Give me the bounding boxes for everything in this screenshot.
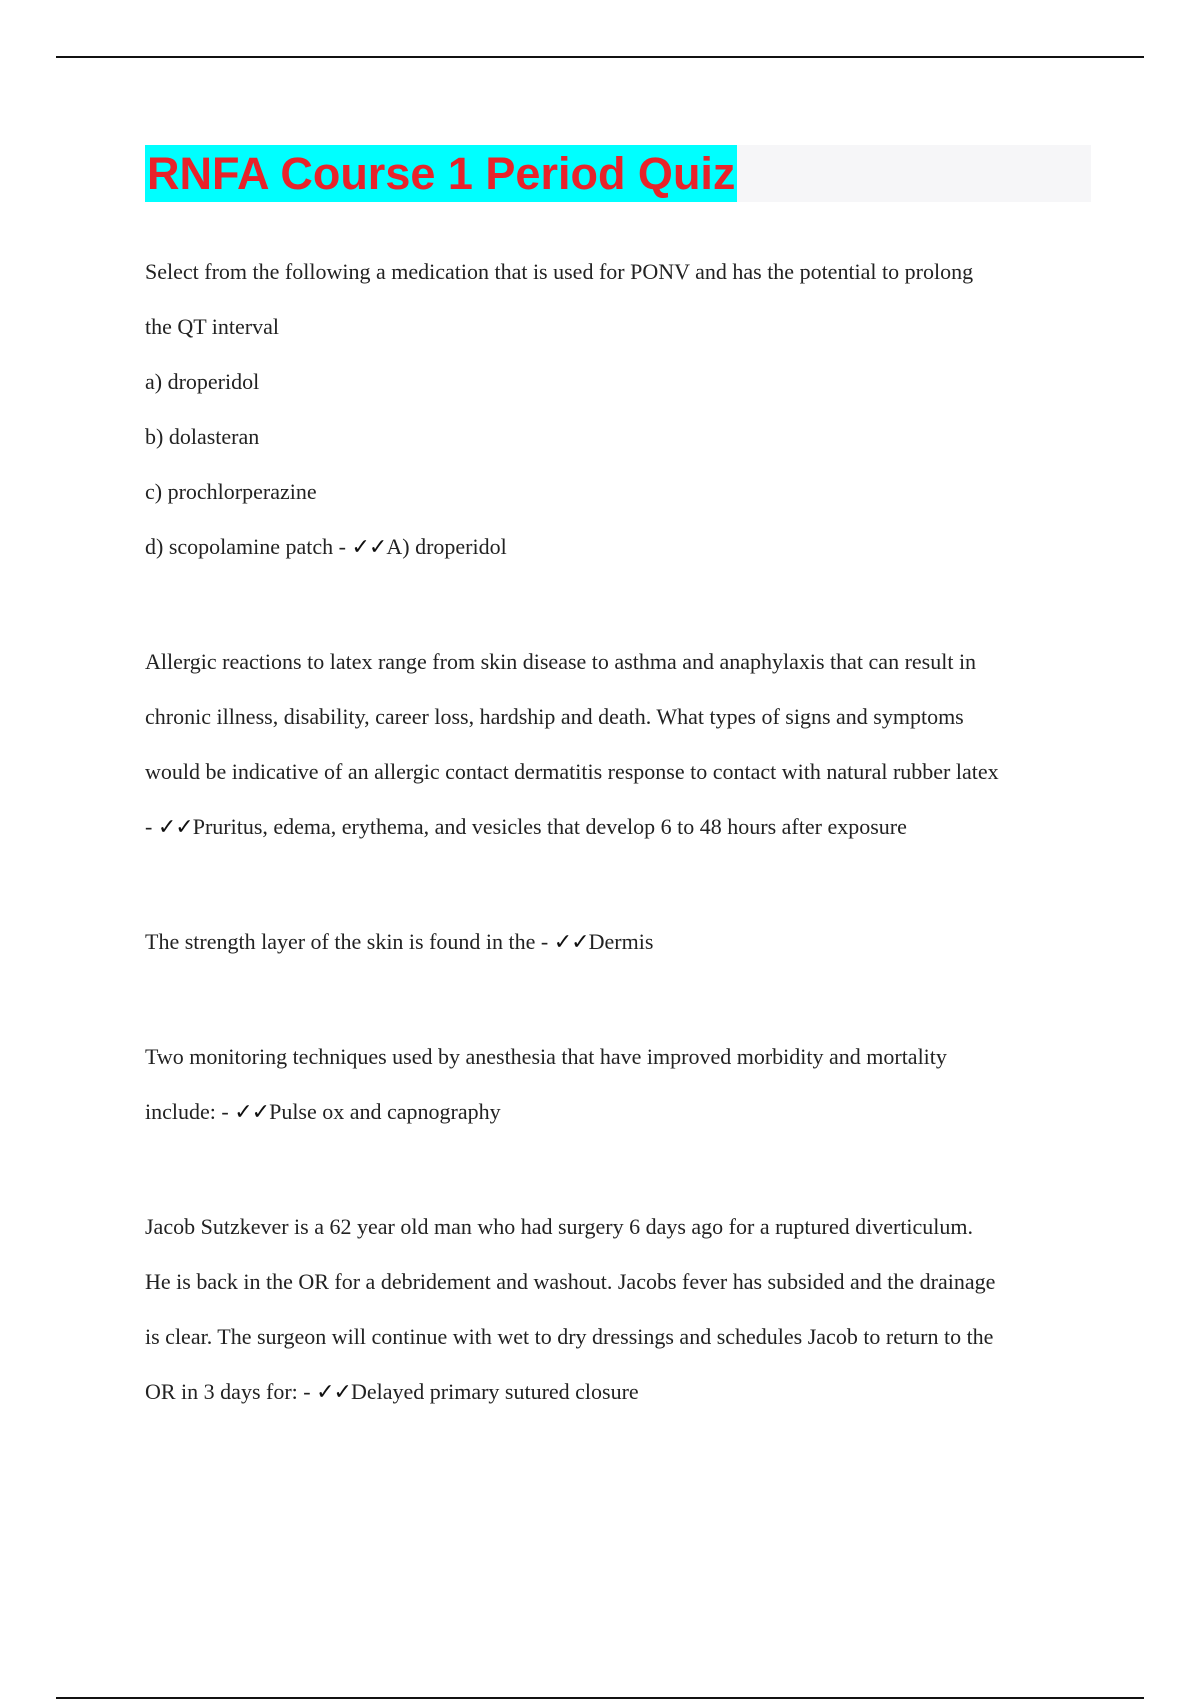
question-2-line-3: would be indicative of an allergic contact dermatitis response to contact with natural rubber latex xyxy=(145,759,999,784)
question-3-answer-line xyxy=(145,920,1090,975)
question-2-answer-lead: - xyxy=(145,814,158,839)
question-1-answer-line xyxy=(145,525,1090,580)
question-5-answer-lead: OR in 3 days for: - xyxy=(145,1379,317,1404)
question-1-line-2: the QT interval xyxy=(145,314,279,339)
question-4 xyxy=(145,1035,1090,1145)
question-5-line-1: Jacob Sutzkever is a 62 year old man who had surgery 6 days ago for a ruptured diverticulum. xyxy=(145,1214,974,1239)
question-4-answer: Pulse ox and capnography xyxy=(269,1099,501,1124)
question-1-line-1: Select from the following a medication that is used for PONV and has the potential to prolong xyxy=(145,259,974,284)
double-check-icon: ✓✓ xyxy=(234,1100,270,1125)
question-2-answer: Pruritus, edema, erythema, and vesicles that develop 6 to 48 hours after exposure xyxy=(192,814,907,839)
question-5-line-3: is clear. The surgeon will continue with wet to dry dressings and schedules Jacob to return to the xyxy=(145,1324,994,1349)
question-2-answer-line xyxy=(145,805,1090,860)
double-check-icon: ✓✓ xyxy=(351,535,387,560)
question-5-answer-line xyxy=(145,1370,1090,1425)
question-3-text: The strength layer of the skin is found in the - xyxy=(145,929,554,954)
question-5 xyxy=(145,1205,1090,1425)
question-1-answer: A) droperidol xyxy=(386,534,507,559)
question-2 xyxy=(145,640,1090,860)
question-4-answer-lead: include: - xyxy=(145,1099,235,1124)
question-4-line-1: Two monitoring techniques used by anesthesia that have improved morbidity and mortality xyxy=(145,1044,947,1069)
double-check-icon: ✓✓ xyxy=(553,930,589,955)
question-1 xyxy=(145,250,1090,580)
question-1-option-a: a) droperidol xyxy=(145,369,260,394)
question-5-answer: Delayed primary sutured closure xyxy=(350,1379,639,1404)
question-2-line-2: chronic illness, disability, career loss, hardship and death. What types of signs and symptoms xyxy=(145,704,964,729)
page-title: RNFA Course 1 Period Quiz xyxy=(145,145,737,202)
top-rule xyxy=(56,56,1144,58)
question-2-line-1: Allergic reactions to latex range from skin disease to asthma and anaphylaxis that can result in xyxy=(145,649,977,674)
question-1-option-d: d) scopolamine patch - xyxy=(145,534,352,559)
double-check-icon: ✓✓ xyxy=(316,1380,351,1405)
question-3 xyxy=(145,920,1090,975)
question-1-option-c: c) prochlorperazine xyxy=(145,479,317,504)
question-1-option-b: b) dolasteran xyxy=(145,424,260,449)
quiz-content xyxy=(145,250,1090,1485)
question-3-answer: Dermis xyxy=(588,929,654,954)
double-check-icon: ✓✓ xyxy=(157,815,193,840)
question-4-answer-line xyxy=(145,1090,1090,1145)
question-5-line-2: He is back in the OR for a debridement and washout. Jacobs fever has subsided and the drainage xyxy=(145,1269,996,1294)
bottom-rule xyxy=(56,1697,1144,1699)
